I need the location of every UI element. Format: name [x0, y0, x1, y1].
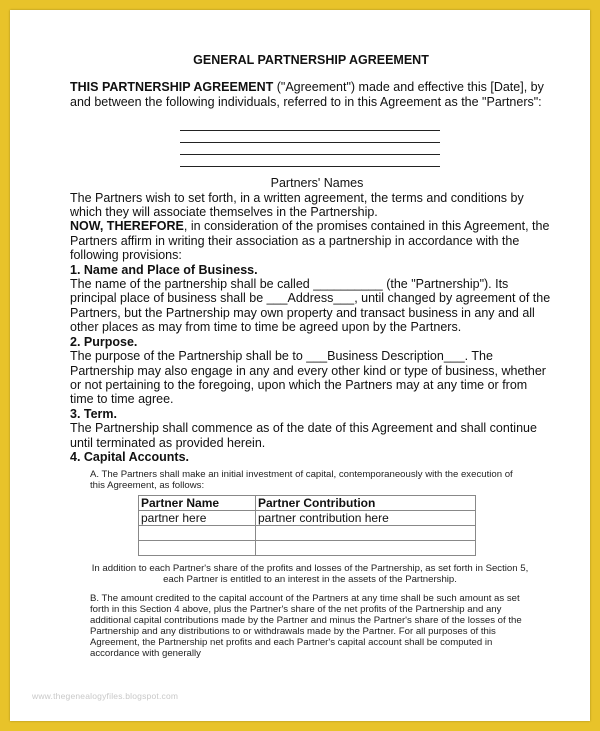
contribution-table	[138, 495, 476, 556]
intro-paragraph	[70, 80, 552, 109]
watermark-text: www.thegenealogyfiles.blogspot.com	[32, 691, 179, 701]
document-title: GENERAL PARTNERSHIP AGREEMENT	[193, 53, 429, 67]
signature-line	[180, 131, 440, 143]
therefore-paragraph	[70, 219, 552, 262]
table-header-cell: Partner Name	[139, 496, 256, 511]
section-heading-capital: 4. Capital Accounts.	[70, 449, 190, 464]
signature-line	[180, 143, 440, 155]
section-heading-name-place: 1. Name and Place of Business.	[70, 262, 258, 277]
intro-text: ("Agreement") made and effective this [Date], by and between the following individuals, referred to in this Agreement as the "Partners":	[70, 80, 544, 109]
intro-bold: THIS PARTNERSHIP AGREEMENT	[70, 80, 274, 95]
table-header-row	[139, 496, 476, 511]
document-page	[10, 10, 590, 721]
table-cell: partner contribution here	[256, 511, 476, 526]
capital-a-paragraph: A. The Partners shall make an initial investment of capital, contemporaneously with the execution of this Agreement, as follows:	[90, 469, 513, 492]
table-cell	[256, 541, 476, 556]
capital-b-paragraph: B. The amount credited to the capital account of the Partners at any time shall be such amount as set forth in this Section 4 above, plus the Partner's share of the net profits of the Partnership and any additional capital contributions made by the Partner and minus the Partner's share of the losses of the Partnership and any distributions to or withdrawals made by the Partner. For all purposes of this Agreement, the Partnership net profits and each Partner's capital account shall be computed in accordance with generally	[90, 593, 522, 660]
signature-line	[180, 155, 440, 167]
section-text-name-place: The name of the partnership shall be called __________ (the "Partnership"). Its principal place of business shall be ___Address___, until changed by agreement of the Partners, but the Partnership may own property and transact business in any and all other places as may from time to time be agreed upon by the Partners.	[70, 277, 551, 335]
capital-note-paragraph: In addition to each Partner's share of the profits and losses of the Partnership, as set forth in Section 5, each Partner is entitled to an interest in the assets of the Partnership.	[91, 563, 529, 586]
table-cell	[139, 526, 256, 541]
section-heading-purpose: 2. Purpose.	[70, 334, 138, 349]
table-cell: partner here	[139, 511, 256, 526]
table-row	[139, 541, 476, 556]
partner-signature-lines	[180, 119, 440, 167]
therefore-bold: NOW, THEREFORE	[70, 219, 184, 234]
table-cell	[256, 526, 476, 541]
table-row	[139, 511, 476, 526]
section-text-term: The Partnership shall commence as of the date of this Agreement and shall continue until terminated as provided herein.	[70, 421, 537, 450]
section-heading-term: 3. Term.	[70, 406, 118, 421]
table-cell	[139, 541, 256, 556]
signature-line	[180, 119, 440, 131]
purpose-paragraph: The Partners wish to set forth, in a written agreement, the terms and conditions by which they will associate themselves in the Partnership.	[70, 190, 524, 220]
table-row	[139, 526, 476, 541]
table-header-cell: Partner Contribution	[256, 496, 476, 511]
document-body	[70, 50, 552, 659]
section-text-purpose: The purpose of the Partnership shall be to ___Business Description___. The Partnership may also engage in any and every other kind or type of business, whether or not pertaining to the foregoing, upon which the Partners may at any time or from time to time agree.	[70, 349, 546, 407]
therefore-text: , in consideration of the promises contained in this Agreement, the Partners affirm in writing their association as a partnership in accordance with the following provisions:	[70, 219, 550, 263]
partners-names-label: Partners' Names	[270, 176, 364, 191]
